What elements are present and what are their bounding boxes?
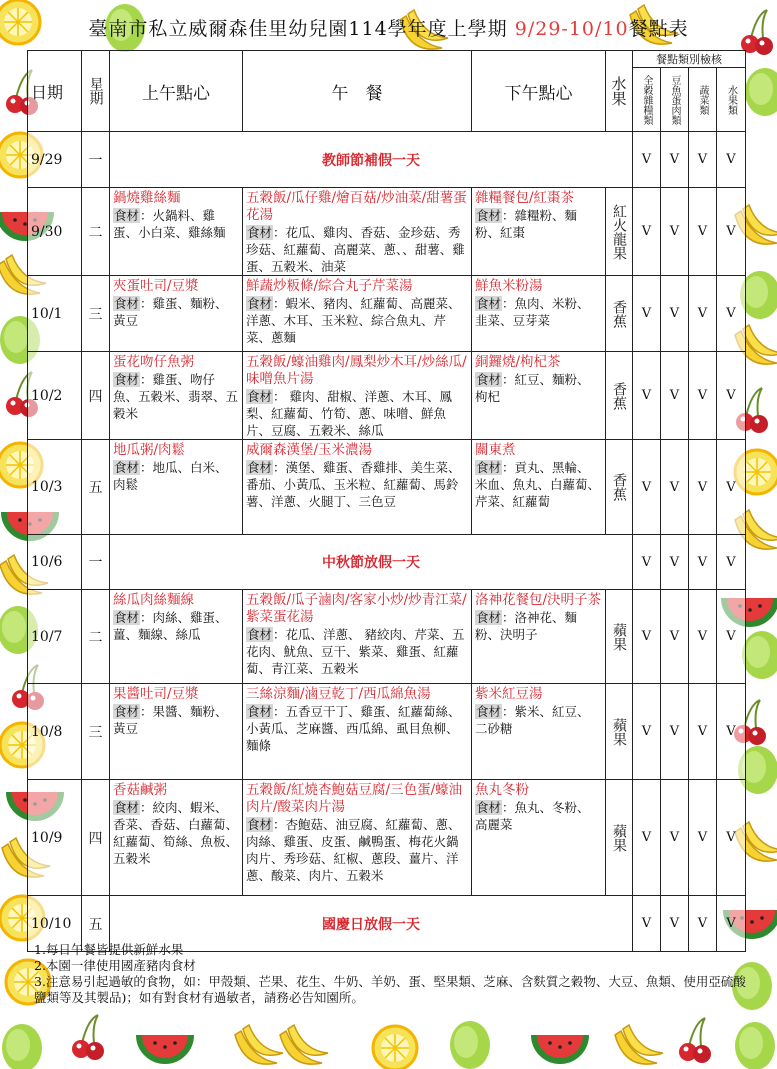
header-fruit: 水果 [606, 51, 633, 132]
header-am-snack: 上午點心 [110, 51, 243, 132]
check-mark: V [661, 590, 689, 684]
ingredient-list: ：地瓜、白米、肉鬆 [113, 460, 228, 492]
lunch-ingredients [246, 703, 468, 754]
pm-snack-ingredients [475, 799, 602, 833]
row-date: 10/3 [28, 440, 82, 535]
am-snack-name: 鍋燒雞絲麵 [113, 190, 181, 206]
lunch-name: 威爾森漢堡/玉米濃湯 [246, 442, 373, 458]
am-snack-ingredients [113, 799, 239, 867]
ingredient-list: ：紫米、紅豆、二砂糖 [475, 704, 590, 736]
lunch-name: 三絲涼麵/滷豆乾丁/西瓜綿魚湯 [246, 686, 431, 702]
check-mark: V [689, 684, 717, 780]
pm-snack-ingredients [475, 609, 602, 643]
am-snack-ingredients [113, 609, 239, 643]
check-mark: V [717, 535, 746, 590]
am-snack-name: 絲瓜肉絲麵線 [113, 592, 194, 608]
check-mark: V [717, 896, 746, 952]
lunch-name: 五穀飯/蠔油雞肉/鳳梨炒木耳/炒絲瓜/味噌魚片湯 [246, 354, 467, 387]
ingredient-label: 食材 [114, 296, 140, 311]
lunch [243, 276, 472, 352]
ingredient-label: 食材 [476, 460, 502, 475]
ingredient-label: 食材 [247, 296, 273, 311]
row-date: 10/10 [28, 896, 82, 952]
am-snack-name: 蛋花吻仔魚粥 [113, 354, 194, 370]
check-mark: V [689, 590, 717, 684]
ingredient-list: ：紅豆、麵粉、枸杞 [475, 372, 590, 404]
row-weekday: 一 [82, 535, 110, 590]
note-item: 2.本園一律使用國產豬肉食材 [34, 958, 196, 973]
pm-snack-name: 關東煮 [475, 442, 516, 458]
am-snack-name: 地瓜粥/肉鬆 [113, 442, 186, 458]
check-mark: V [633, 896, 661, 952]
ingredient-label: 食材 [476, 372, 502, 387]
pm-snack-name: 魚丸冬粉 [475, 782, 529, 798]
ingredient-label: 食材 [114, 460, 140, 475]
pm-snack-name: 雜糧餐包/紅棗茶 [475, 190, 575, 206]
lunch-ingredients [246, 224, 468, 275]
notes [34, 942, 754, 1006]
check-mark: V [717, 276, 746, 352]
check-mark: V [689, 780, 717, 896]
ingredient-list: ：雞蛋、麵粉、黃豆 [113, 296, 228, 328]
lunch-ingredients [246, 816, 468, 884]
check-mark: V [633, 276, 661, 352]
ingredient-label: 食材 [476, 296, 502, 311]
pm-snack [472, 188, 606, 276]
ingredient-list: ：花瓜、洋蔥、 豬絞肉、芹菜、五花肉、魷魚、豆干、紫菜、雞蛋、紅蘿蔔、青江菜、五穀米 [246, 627, 465, 676]
lunch-name: 五穀飯/瓜子滷肉/客家小炒/炒青江菜/紫菜蛋花湯 [246, 592, 467, 625]
check-mark: V [661, 132, 689, 188]
pm-snack-ingredients [475, 703, 602, 737]
pm-snack-ingredients [475, 371, 602, 405]
row-weekday: 四 [82, 780, 110, 896]
lunch-name: 五穀飯/瓜仔雞/燴百菇/炒油菜/甜薯蛋花湯 [246, 190, 467, 223]
ingredient-list: ：杏鮑菇、油豆腐、紅蘿蔔、蔥、肉絲、雞蛋、皮蛋、鹹鴨蛋、梅花火鍋肉片、秀珍菇、紅椒、蔥段、薑片、洋蔥、酸菜、肉片、五穀米 [246, 817, 461, 883]
header-date: 日期 [28, 51, 82, 132]
am-snack [110, 352, 243, 440]
ingredient-list: ：魚丸、冬粉、高麗菜 [475, 800, 590, 832]
check-mark: V [661, 188, 689, 276]
ingredient-list: ：漢堡、雞蛋、香雞排、美生菜、番茄、小黃瓜、玉米粒、紅蘿蔔、馬鈴薯、洋蔥、火腿丁、三色豆 [246, 460, 461, 509]
row-weekday: 一 [82, 132, 110, 188]
ingredient-list: ：果醬、麵粉、黃豆 [113, 704, 228, 736]
ingredient-list: ：肉絲、雞蛋、薑、麵線、絲瓜 [113, 610, 228, 642]
am-snack-ingredients [113, 295, 239, 329]
ingredient-list: ：洛神花、麵粉、決明子 [475, 610, 578, 642]
lunch [243, 188, 472, 276]
pm-snack-name: 鮮魚米粉湯 [475, 278, 543, 294]
holiday-notice: 教師節補假一天 [110, 132, 633, 188]
row-date: 10/8 [28, 684, 82, 780]
am-snack [110, 684, 243, 780]
lunch-name: 五穀飯/紅燒杏鮑菇豆腐/三色蛋/蠔油肉片/酸菜肉片湯 [246, 782, 463, 815]
table-row [28, 780, 746, 896]
ingredient-list: ：絞肉、蝦米、香菜、香菇、白蘿蔔、紅蘿蔔、筍絲、魚板、五穀米 [113, 800, 239, 866]
ingredient-list: ：蝦米、豬肉、紅蘿蔔、高麗菜、洋蔥、木耳、玉米粒、綜合魚丸、芹菜、蔥麵 [246, 296, 461, 345]
am-snack [110, 780, 243, 896]
row-date: 10/9 [28, 780, 82, 896]
ingredient-list: ：雜糧粉、麵粉、紅棗 [475, 208, 578, 240]
am-snack [110, 188, 243, 276]
pm-snack-ingredients [475, 207, 602, 241]
check-mark: V [633, 132, 661, 188]
row-date: 10/6 [28, 535, 82, 590]
am-snack-ingredients [113, 371, 239, 422]
am-snack-name: 香菇鹹粥 [113, 782, 167, 798]
check-mark: V [661, 896, 689, 952]
row-date: 9/29 [28, 132, 82, 188]
header-lunch: 午 餐 [243, 51, 472, 132]
check-mark: V [689, 132, 717, 188]
check-col-vegetables: 蔬菜類 [689, 68, 717, 132]
pm-snack-ingredients [475, 295, 602, 329]
check-mark: V [717, 352, 746, 440]
table-row [28, 276, 746, 352]
check-col-fruit: 水果類 [717, 68, 746, 132]
check-mark: V [717, 590, 746, 684]
check-mark: V [689, 896, 717, 952]
meal-schedule-table [27, 50, 746, 952]
pm-snack-name: 銅鑼燒/枸杞茶 [475, 354, 561, 370]
row-weekday: 二 [82, 590, 110, 684]
pm-snack [472, 780, 606, 896]
check-mark: V [633, 780, 661, 896]
lunch-ingredients [246, 626, 468, 677]
row-weekday: 三 [82, 276, 110, 352]
pm-snack [472, 276, 606, 352]
check-mark: V [689, 440, 717, 535]
check-mark: V [661, 684, 689, 780]
am-snack [110, 590, 243, 684]
ingredient-label: 食材 [247, 817, 273, 832]
ingredient-label: 食材 [247, 704, 273, 719]
ingredient-list: ： 雞肉、甜椒、洋蔥、木耳、鳳梨、紅蘿蔔、竹筍、蔥、味噌、鮮魚片、豆腐、五穀米、絲瓜 [246, 389, 452, 438]
check-mark: V [661, 780, 689, 896]
row-weekday: 四 [82, 352, 110, 440]
ingredient-list: ：花瓜、雞肉、香菇、金珍菇、秀珍菇、紅蘿蔔、高麗菜、蔥、、甜薯、雞蛋、五穀米、油菜 [246, 225, 465, 274]
check-mark: V [689, 535, 717, 590]
ingredient-label: 食材 [476, 208, 502, 223]
table-row [28, 440, 746, 535]
check-mark: V [633, 590, 661, 684]
pm-snack-name: 洛神花餐包/決明子茶 [475, 592, 602, 608]
ingredient-list: ：魚肉、米粉、韭菜、豆芽菜 [475, 296, 590, 328]
pm-snack [472, 590, 606, 684]
row-date: 9/30 [28, 188, 82, 276]
ingredient-label: 食材 [247, 460, 273, 475]
table-row [28, 535, 746, 590]
date-range: 9/29-10/10 [514, 18, 629, 40]
row-fruit: 蘋果 [606, 590, 633, 684]
header-check-title: 餐點類別檢核 [633, 51, 746, 68]
check-mark: V [689, 276, 717, 352]
check-mark: V [633, 535, 661, 590]
lunch-ingredients [246, 295, 468, 346]
am-snack-name: 果醬吐司/豆漿 [113, 686, 199, 702]
row-date: 10/7 [28, 590, 82, 684]
check-col-grains: 全穀雜糧類 [633, 68, 661, 132]
pm-snack-name: 紫米紅豆湯 [475, 686, 543, 702]
check-mark: V [661, 276, 689, 352]
lunch [243, 780, 472, 896]
holiday-notice: 中秋節放假一天 [110, 535, 633, 590]
row-weekday: 三 [82, 684, 110, 780]
check-mark: V [717, 132, 746, 188]
header-weekday: 星期 [82, 51, 110, 132]
table-row [28, 132, 746, 188]
am-snack-name: 夾蛋吐司/豆漿 [113, 278, 199, 294]
lunch-name: 鮮蔬炒粄條/綜合丸子芹菜湯 [246, 278, 413, 294]
ingredient-label: 食材 [476, 704, 502, 719]
am-snack-ingredients [113, 459, 239, 493]
am-snack [110, 440, 243, 535]
check-mark: V [717, 684, 746, 780]
row-weekday: 二 [82, 188, 110, 276]
ingredient-label: 食材 [114, 208, 140, 223]
pm-snack [472, 684, 606, 780]
am-snack-ingredients [113, 703, 239, 737]
am-snack [110, 276, 243, 352]
pm-snack [472, 352, 606, 440]
ingredient-label: 食材 [247, 627, 273, 642]
row-fruit: 香蕉 [606, 440, 633, 535]
ingredient-label: 食材 [114, 704, 140, 719]
check-mark: V [633, 440, 661, 535]
header-pm-snack: 下午點心 [472, 51, 606, 132]
am-snack-ingredients [113, 207, 239, 241]
ingredient-label: 食材 [247, 389, 273, 404]
table-row [28, 684, 746, 780]
note-item: 3.注意易引起過敏的食物，如：甲殼類、芒果、花生、牛奶、羊奶、蛋、堅果類、芝麻、含麩質之穀物、大豆、魚類、使用亞硫酸鹽類等及其製品)；如有對食材有過敏者，請務必告知園所。 [34, 974, 746, 1005]
ingredient-list: ：貢丸、黑輪、米血、魚丸、白蘿蔔、芹菜、紅蘿蔔 [475, 460, 601, 509]
row-date: 10/2 [28, 352, 82, 440]
row-weekday: 五 [82, 440, 110, 535]
lunch-ingredients [246, 388, 468, 439]
note-item: 1.每日午餐皆提供新鮮水果 [34, 942, 184, 957]
ingredient-list: ：雞蛋、吻仔魚、五穀米、翡翠、五穀米 [113, 372, 239, 421]
check-mark: V [717, 780, 746, 896]
check-mark: V [633, 684, 661, 780]
ingredient-label: 食材 [476, 800, 502, 815]
ingredient-label: 食材 [114, 372, 140, 387]
meal-rows [28, 132, 746, 952]
pm-snack-ingredients [475, 459, 602, 510]
row-fruit: 蘋果 [606, 684, 633, 780]
ingredient-list: ：五香豆干丁、雞蛋、紅蘿蔔絲、小黃瓜、芝麻醬、西瓜綿、虱目魚柳、麵條 [246, 704, 461, 753]
check-mark: V [689, 352, 717, 440]
row-fruit: 紅火龍果 [606, 188, 633, 276]
table-row [28, 352, 746, 440]
lunch [243, 440, 472, 535]
page-title: 臺南市私立威爾森佳里幼兒園114學年度上學期 9/29-10/10餐點表 [88, 18, 689, 40]
ingredient-label: 食材 [247, 225, 273, 240]
row-weekday: 五 [82, 896, 110, 952]
check-mark: V [661, 440, 689, 535]
check-mark: V [633, 352, 661, 440]
check-mark: V [661, 535, 689, 590]
lunch [243, 352, 472, 440]
holiday-notice: 國慶日放假一天 [110, 896, 633, 952]
lunch-ingredients [246, 459, 468, 510]
ingredient-label: 食材 [114, 800, 140, 815]
check-mark: V [633, 188, 661, 276]
row-fruit: 蘋果 [606, 780, 633, 896]
check-mark: V [717, 188, 746, 276]
ingredient-label: 食材 [114, 610, 140, 625]
row-fruit: 香蕉 [606, 276, 633, 352]
pm-snack [472, 440, 606, 535]
ingredient-label: 食材 [476, 610, 502, 625]
table-row [28, 590, 746, 684]
check-col-protein: 豆魚蛋肉類 [661, 68, 689, 132]
lunch [243, 590, 472, 684]
lunch [243, 684, 472, 780]
check-mark: V [689, 188, 717, 276]
row-date: 10/1 [28, 276, 82, 352]
row-fruit: 香蕉 [606, 352, 633, 440]
ingredient-list: ：火鍋料、雞蛋、小白菜、雞絲麵 [113, 208, 226, 240]
table-row [28, 188, 746, 276]
check-mark: V [717, 440, 746, 535]
check-mark: V [661, 352, 689, 440]
